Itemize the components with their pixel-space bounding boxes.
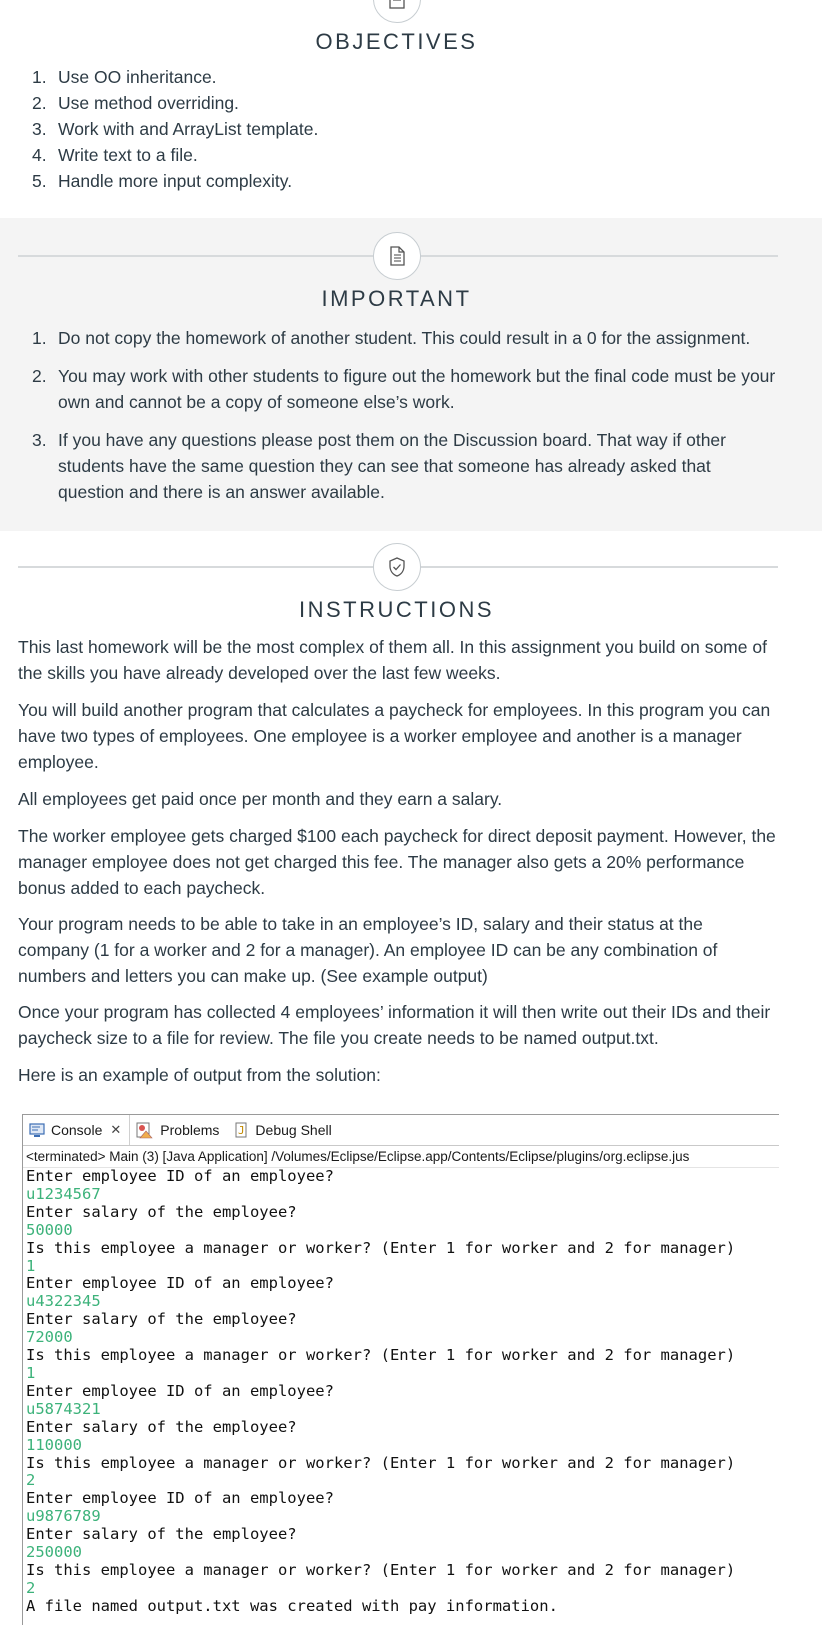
console-output-line: Enter salary of the employee? <box>26 1417 297 1436</box>
tab-debug-shell[interactable] <box>227 1115 339 1145</box>
list-item: 3. Work with and ArrayList template. <box>32 119 319 139</box>
debug-shell-icon <box>233 1121 249 1139</box>
console-output-line: Enter employee ID of an employee? <box>26 1274 334 1293</box>
tab-debug-shell-label: Debug Shell <box>255 1122 332 1138</box>
instructions-heading: INSTRUCTIONS <box>299 597 494 622</box>
paragraph: Your program needs to be able to take in an employee’s ID, salary and their status at the company (1 for a worker and 2 for a manager). An employee ID can be any combination of numbers and letters you can make up. (See example output) <box>18 914 718 986</box>
paragraph: Once your program has collected 4 employees’ information it will then write out their IDs and their paycheck size to a file for review. The file you create needs to be named output.txt. <box>18 1002 771 1048</box>
console-output-line: Enter salary of the employee? <box>26 1525 297 1544</box>
tab-console[interactable] <box>23 1115 130 1145</box>
tab-problems[interactable] <box>130 1115 227 1145</box>
console-output <box>23 1168 779 1616</box>
objectives-badge <box>373 0 421 23</box>
tab-problems-label: Problems <box>160 1122 220 1138</box>
console-panel <box>22 1114 779 1625</box>
console-output-line: Enter salary of the employee? <box>26 1310 297 1329</box>
list-item: 1. Use OO inheritance. <box>32 67 217 87</box>
console-input-line: 1 <box>26 1256 36 1275</box>
console-input-line: u9876789 <box>26 1507 101 1526</box>
console-output-line: A file named output.txt was created with pay information. <box>26 1596 558 1615</box>
console-input-line: 50000 <box>26 1220 73 1239</box>
important-badge <box>373 232 421 280</box>
list-item: 3. If you have any questions please post them on the Discussion board. That way if other students have the same question they can see that someone has already asked that question and there is an answer available. <box>32 430 726 502</box>
console-output-line: Is this employee a manager or worker? (Enter 1 for worker and 2 for manager) <box>26 1346 736 1365</box>
objectives-section <box>0 0 822 218</box>
console-tabbar <box>23 1115 779 1146</box>
console-input-line: u1234567 <box>26 1184 101 1203</box>
console-input-line: u5874321 <box>26 1399 101 1418</box>
checklist-icon <box>386 0 408 10</box>
console-input-line: 2 <box>26 1578 36 1597</box>
paragraph: All employees get paid once per month and they earn a salary. <box>18 789 503 809</box>
console-input-line: 72000 <box>26 1328 73 1347</box>
console-output-line: Enter employee ID of an employee? <box>26 1381 334 1400</box>
console-output-line: Is this employee a manager or worker? (Enter 1 for worker and 2 for manager) <box>26 1560 736 1579</box>
console-output-line: Enter employee ID of an employee? <box>26 1167 334 1185</box>
console-output-line: Is this employee a manager or worker? (Enter 1 for worker and 2 for manager) <box>26 1453 736 1472</box>
terminated-status: <terminated> Main (3) [Java Application] /Volumes/Eclipse/Eclipse.app/Contents/Eclipse/plugins/org.eclipse.jus <box>23 1146 779 1168</box>
console-input-line: 250000 <box>26 1543 82 1562</box>
console-output-line: Enter employee ID of an employee? <box>26 1489 334 1508</box>
console-input-line: 1 <box>26 1363 36 1382</box>
paragraph: You will build another program that calculates a paycheck for employees. In this program you can have two types of employees. One employee is a worker employee and another is a manager employee. <box>18 700 771 772</box>
important-list <box>0 325 778 505</box>
document-icon <box>386 244 408 268</box>
list-item: 2. You may work with other students to figure out the homework but the final code must be your own and cannot be a copy of someone else’s work. <box>32 366 776 412</box>
svg-text:J: J <box>238 1124 246 1137</box>
shield-check-icon <box>385 555 409 579</box>
important-heading: IMPORTANT <box>321 286 472 311</box>
list-item: 5. Handle more input complexity. <box>32 171 293 191</box>
objectives-list <box>0 64 778 194</box>
tab-console-label: Console <box>51 1122 103 1138</box>
problems-icon <box>136 1121 154 1139</box>
important-section <box>0 218 822 531</box>
console-input-line: 110000 <box>26 1435 82 1454</box>
paragraph: This last homework will be the most complex of them all. In this assignment you build on some of the skills you have already developed over the last few weeks. <box>18 637 767 683</box>
console-output-line: Is this employee a manager or worker? (Enter 1 for worker and 2 for manager) <box>26 1238 736 1257</box>
close-icon[interactable]: ✕ <box>110 1122 122 1137</box>
list-item: 4. Write text to a file. <box>32 145 198 165</box>
paragraph: Here is an example of output from the solution: <box>18 1065 381 1085</box>
list-item: 2. Use method overriding. <box>32 93 239 113</box>
monitor-icon <box>29 1123 45 1138</box>
instructions-badge <box>373 543 421 591</box>
console-output-line: Enter salary of the employee? <box>26 1202 297 1221</box>
objectives-heading: OBJECTIVES <box>315 29 478 54</box>
list-item: 1. Do not copy the homework of another student. This could result in a 0 for the assignment. <box>32 328 751 348</box>
console-input-line: u4322345 <box>26 1292 101 1311</box>
console-input-line: 2 <box>26 1471 36 1490</box>
paragraph: The worker employee gets charged $100 each paycheck for direct deposit payment. However, the manager employee does not get charged this fee. The manager also gets a 20% performance bonus added to each paycheck. <box>18 826 776 898</box>
